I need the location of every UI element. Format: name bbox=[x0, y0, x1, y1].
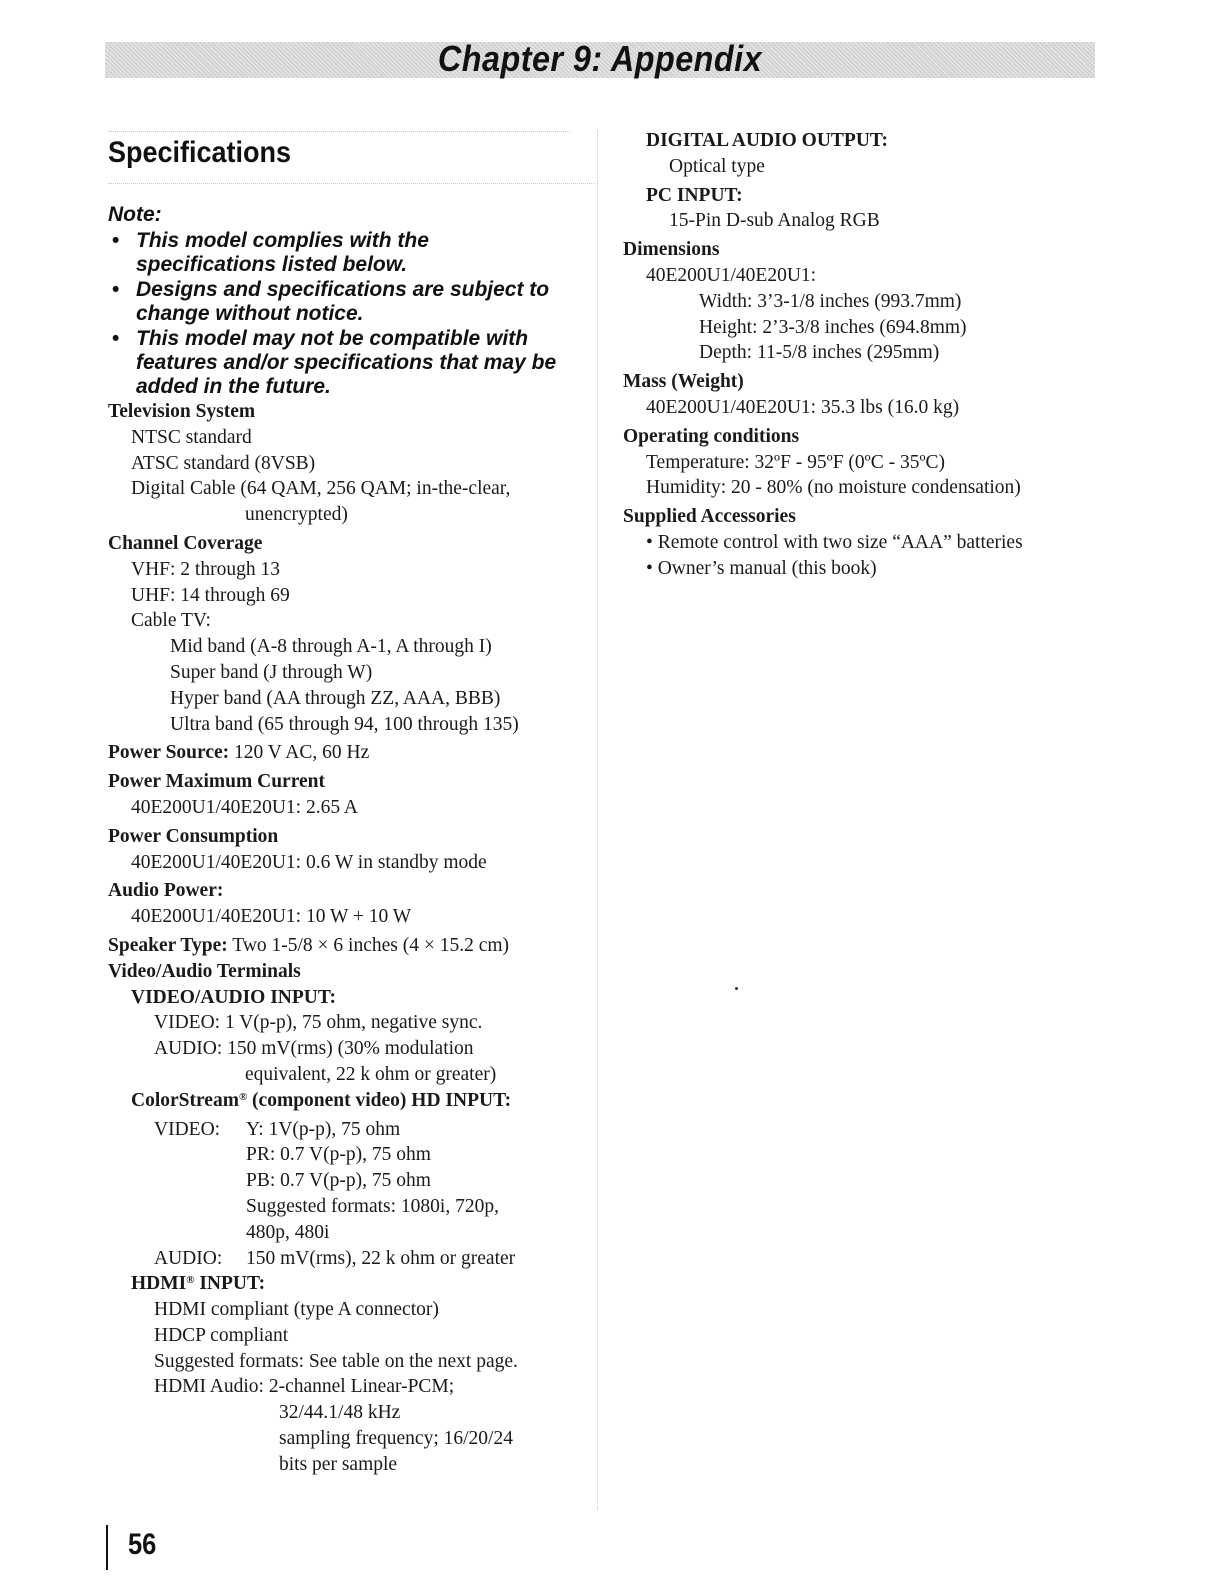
accessory-item bbox=[623, 556, 1093, 582]
speaker-type-value: Two 1-5/8 × 6 inches (4 × 15.2 cm) bbox=[232, 934, 510, 956]
note-line: Designs and specifications are subject to bbox=[136, 278, 550, 301]
bullet-icon: • bbox=[112, 229, 120, 252]
dimensions-heading: Dimensions bbox=[623, 239, 720, 261]
note-line: change without notice. bbox=[136, 302, 364, 325]
tv-system-line: Digital Cable (64 QAM, 256 QAM; in-the-clear, bbox=[131, 478, 511, 500]
channel-line: VHF: 2 through 13 bbox=[131, 558, 280, 580]
note-item bbox=[108, 327, 578, 399]
va-input-line: equivalent, 22 k ohm or greater) bbox=[245, 1063, 497, 1085]
hdmi-line: Suggested formats: See table on the next page. bbox=[154, 1350, 518, 1372]
channel-coverage-heading: Channel Coverage bbox=[108, 532, 263, 554]
column-divider bbox=[597, 130, 598, 1510]
bullet-icon: • bbox=[646, 531, 658, 553]
cs-audio-value: 150 mV(rms), 22 k ohm or greater bbox=[246, 1247, 516, 1269]
colorstream-name: ColorStream bbox=[131, 1089, 239, 1111]
bullet-icon: • bbox=[646, 557, 658, 579]
channel-line: UHF: 14 through 69 bbox=[131, 584, 290, 606]
digital-audio-value: Optical type bbox=[669, 155, 765, 177]
note-item bbox=[108, 278, 578, 326]
operating-line: Temperature: 32ºF - 95ºF (0ºC - 35ºC) bbox=[646, 451, 946, 473]
tv-system-line: NTSC standard bbox=[131, 426, 252, 448]
tv-system-line: ATSC standard (8VSB) bbox=[131, 452, 316, 474]
accessory-text: Remote control with two size “AAA” batteries bbox=[657, 531, 1023, 553]
tv-system-line: unencrypted) bbox=[245, 504, 348, 526]
cs-audio-row bbox=[108, 1246, 588, 1272]
speaker-type-label: Speaker Type: bbox=[108, 934, 228, 956]
speaker-type-row bbox=[108, 933, 588, 959]
note-line: added in the future. bbox=[136, 375, 331, 398]
registered-mark: ® bbox=[238, 1090, 248, 1103]
cs-video-block bbox=[108, 1117, 588, 1246]
mass-value: 40E200U1/40E20U1: 35.3 lbs (16.0 kg) bbox=[646, 396, 960, 418]
dimension-line: Depth: 11-5/8 inches (295mm) bbox=[699, 342, 940, 364]
hdmi-line: HDMI Audio: 2-channel Linear-PCM; bbox=[154, 1376, 455, 1398]
hdmi-rest: INPUT: bbox=[194, 1273, 266, 1295]
power-source-value: 120 V AC, 60 Hz bbox=[234, 742, 370, 764]
colorstream-heading bbox=[108, 1088, 588, 1114]
hdmi-cont-line: 32/44.1/48 kHz bbox=[279, 1402, 401, 1424]
power-source-row bbox=[108, 740, 588, 766]
hdmi-cont-line: sampling frequency; 16/20/24 bbox=[279, 1428, 513, 1450]
cable-band-line: Hyper band (AA through ZZ, AAA, BBB) bbox=[170, 687, 501, 709]
right-column bbox=[623, 128, 1093, 582]
section-title: Specifications bbox=[108, 136, 292, 169]
digital-audio-heading: DIGITAL AUDIO OUTPUT: bbox=[646, 130, 888, 151]
colorstream-rest: (component video) HD INPUT: bbox=[247, 1089, 512, 1111]
cs-video-line: PR: 0.7 V(p-p), 75 ohm bbox=[246, 1144, 431, 1166]
page-number-bar bbox=[106, 1525, 108, 1570]
note-line: This model complies with the bbox=[136, 229, 429, 252]
note-line: features and/or specifications that may be bbox=[136, 351, 557, 374]
accessory-text: Owner’s manual (this book) bbox=[657, 557, 877, 579]
power-source-label: Power Source: bbox=[108, 742, 230, 764]
section-rule-top bbox=[108, 131, 570, 132]
tv-system-heading: Television System bbox=[108, 401, 256, 422]
bullet-icon: • bbox=[112, 327, 120, 350]
page-number: 56 bbox=[128, 1528, 157, 1561]
power-max-current-value: 40E200U1/40E20U1: 2.65 A bbox=[131, 796, 358, 818]
note-heading: Note: bbox=[108, 203, 162, 226]
hdmi-name: HDMI bbox=[131, 1273, 187, 1295]
va-input-line: AUDIO: 150 mV(rms) (30% modulation bbox=[154, 1038, 474, 1060]
mass-heading: Mass (Weight) bbox=[623, 371, 744, 393]
channel-line: Cable TV: bbox=[131, 610, 211, 632]
cable-band-line: Super band (J through W) bbox=[170, 661, 373, 683]
hdmi-heading bbox=[108, 1271, 588, 1297]
cs-video-line: PB: 0.7 V(p-p), 75 ohm bbox=[246, 1170, 431, 1192]
hdmi-line: HDCP compliant bbox=[154, 1324, 289, 1346]
registered-mark: ® bbox=[186, 1274, 195, 1287]
va-input-heading: VIDEO/AUDIO INPUT: bbox=[131, 986, 336, 1008]
left-column bbox=[108, 399, 588, 1478]
power-max-current-heading: Power Maximum Current bbox=[108, 771, 325, 793]
power-consumption-value: 40E200U1/40E20U1: 0.6 W in standby mode bbox=[131, 851, 487, 873]
cs-video-line: Y: 1V(p-p), 75 ohm bbox=[246, 1118, 401, 1140]
cable-band-line: Ultra band (65 through 94, 100 through 135) bbox=[170, 713, 519, 735]
cs-video-label: VIDEO: bbox=[154, 1118, 221, 1140]
audio-power-heading: Audio Power: bbox=[108, 880, 224, 902]
va-input-line: VIDEO: 1 V(p-p), 75 ohm, negative sync. bbox=[154, 1012, 483, 1034]
accessories-heading: Supplied Accessories bbox=[623, 506, 796, 528]
stray-dot bbox=[735, 987, 738, 990]
dimensions-model: 40E200U1/40E20U1: bbox=[646, 264, 817, 286]
hdmi-cont-line: bits per sample bbox=[279, 1453, 398, 1475]
cs-video-line: Suggested formats: 1080i, 720p, bbox=[246, 1195, 499, 1217]
cs-video-line: 480p, 480i bbox=[246, 1221, 330, 1243]
power-consumption-heading: Power Consumption bbox=[108, 825, 279, 847]
note-line: specifications listed below. bbox=[136, 253, 408, 276]
dimension-line: Width: 3’3-1/8 inches (993.7mm) bbox=[699, 290, 962, 312]
operating-line: Humidity: 20 - 80% (no moisture condensation) bbox=[646, 477, 1021, 499]
section-rule-bottom bbox=[108, 183, 594, 184]
pc-input-value: 15-Pin D-sub Analog RGB bbox=[669, 210, 880, 232]
chapter-title: Chapter 9: Appendix bbox=[437, 38, 763, 79]
pc-input-heading: PC INPUT: bbox=[646, 184, 743, 206]
note-block bbox=[108, 203, 578, 400]
operating-heading: Operating conditions bbox=[623, 425, 800, 447]
cs-video-lines bbox=[246, 1117, 499, 1246]
bullet-icon: • bbox=[112, 278, 120, 301]
terminals-heading: Video/Audio Terminals bbox=[108, 960, 301, 982]
audio-power-value: 40E200U1/40E20U1: 10 W + 10 W bbox=[131, 906, 412, 928]
cable-band-line: Mid band (A-8 through A-1, A through I) bbox=[170, 636, 492, 658]
note-line: This model may not be compatible with bbox=[136, 327, 529, 350]
cs-audio-label: AUDIO: bbox=[154, 1247, 223, 1269]
accessory-item bbox=[623, 530, 1093, 556]
note-item bbox=[108, 229, 578, 277]
dimension-line: Height: 2’3-3/8 inches (694.8mm) bbox=[699, 316, 967, 338]
hdmi-line: HDMI compliant (type A connector) bbox=[154, 1299, 439, 1321]
chapter-header-bar bbox=[105, 38, 1095, 79]
